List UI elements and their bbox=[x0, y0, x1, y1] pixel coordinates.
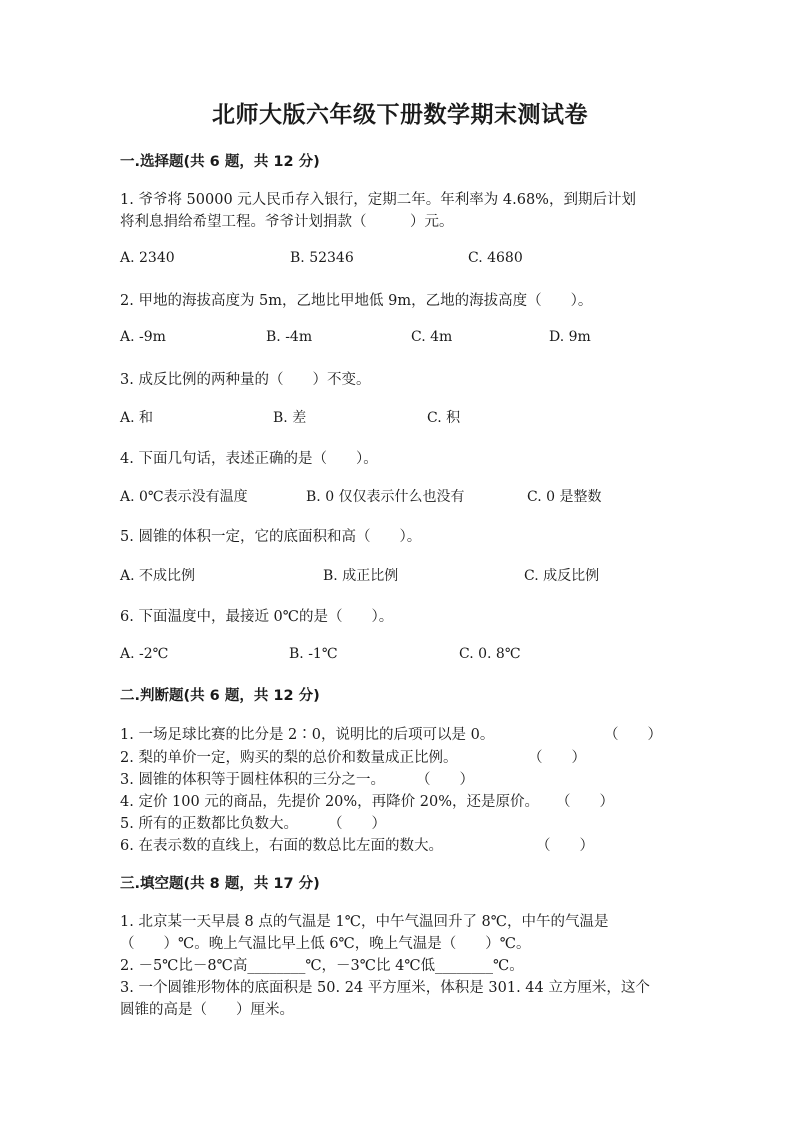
question-text: 1. 北京某一天早晨 8 点的气温是 1℃，中午气温回升了 8℃，中午的气温是 bbox=[120, 914, 609, 930]
question-text: 4. 下面几句话，表述正确的是（ ）。 bbox=[120, 451, 378, 467]
option-d: D. 9m bbox=[549, 329, 591, 345]
answer-parentheses: （ ） bbox=[556, 794, 614, 810]
section-heading-choice: 一.选择题(共 6 题，共 12 分) bbox=[120, 154, 320, 170]
option-a: A. 和 bbox=[120, 410, 154, 426]
section-heading-judge: 二.判断题(共 6 题，共 12 分) bbox=[120, 688, 320, 704]
option-a: A. 0℃表示没有温度 bbox=[120, 489, 248, 505]
option-b: B. 0 仅仅表示什么也没有 bbox=[306, 489, 465, 505]
question-text: 2. 甲地的海拔高度为 5m，乙地比甲地低 9m，乙地的海拔高度（ ）。 bbox=[120, 293, 593, 309]
option-c: C. 4680 bbox=[468, 250, 523, 266]
page-title: 北师大版六年级下册数学期末测试卷 bbox=[212, 102, 588, 128]
answer-parentheses: （ ） bbox=[604, 727, 662, 743]
question-text: 3. 一个圆锥形物体的底面积是 50. 24 平方厘米，体积是 301. 44 立方厘米，这个 bbox=[120, 980, 650, 996]
answer-parentheses: （ ） bbox=[528, 750, 586, 766]
question-text: 圆锥的高是（ ）厘米。 bbox=[120, 1002, 294, 1018]
question-text: 5. 圆锥的体积一定，它的底面积和高（ ）。 bbox=[120, 529, 422, 545]
section-heading-fill: 三.填空题(共 8 题，共 17 分) bbox=[120, 876, 320, 892]
question-text: 1. 爷爷将 50000 元人民币存入银行，定期二年。年利率为 4.68%，到期后计划 bbox=[120, 192, 636, 208]
question-text: 6. 下面温度中，最接近 0℃的是（ ）。 bbox=[120, 609, 394, 625]
answer-parentheses: （ ） bbox=[416, 772, 474, 788]
judge-item: 3. 圆锥的体积等于圆柱体积的三分之一。 bbox=[120, 772, 385, 788]
option-c: C. 0. 8℃ bbox=[459, 646, 521, 662]
judge-item: 1. 一场足球比赛的比分是 2∶0，说明比的后项可以是 0。 bbox=[120, 727, 495, 743]
option-a: A. 2340 bbox=[120, 250, 175, 266]
option-b: B. -1℃ bbox=[289, 646, 338, 662]
question-text: 3. 成反比例的两种量的（ ）不变。 bbox=[120, 372, 371, 388]
question-text: （ ）℃。晚上气温比早上低 6℃，晚上气温是（ ）℃。 bbox=[120, 936, 531, 952]
option-a: A. -9m bbox=[120, 329, 166, 345]
option-a: A. -2℃ bbox=[120, 646, 169, 662]
option-c: C. 积 bbox=[427, 410, 461, 426]
option-c: C. 4m bbox=[411, 329, 453, 345]
judge-item: 6. 在表示数的直线上，右面的数总比左面的数大。 bbox=[120, 838, 443, 854]
option-b: B. 52346 bbox=[290, 250, 354, 266]
option-b: B. -4m bbox=[266, 329, 313, 345]
option-a: A. 不成比例 bbox=[120, 568, 196, 584]
judge-item: 5. 所有的正数都比负数大。 bbox=[120, 816, 298, 832]
answer-parentheses: （ ） bbox=[536, 838, 594, 854]
question-text: 将利息捐给希望工程。爷爷计划捐款（ ）元。 bbox=[120, 214, 454, 230]
option-c: C. 成反比例 bbox=[524, 568, 600, 584]
question-text: 2. －5℃比－8℃高________℃，－3℃比 4℃低________℃。 bbox=[120, 958, 524, 974]
option-c: C. 0 是整数 bbox=[527, 489, 602, 505]
option-b: B. 成正比例 bbox=[323, 568, 399, 584]
judge-item: 2. 梨的单价一定，购买的梨的总价和数量成正比例。 bbox=[120, 750, 458, 766]
judge-item: 4. 定价 100 元的商品，先提价 20%，再降价 20%，还是原价。 bbox=[120, 794, 540, 810]
option-b: B. 差 bbox=[273, 410, 307, 426]
answer-parentheses: （ ） bbox=[328, 816, 386, 832]
